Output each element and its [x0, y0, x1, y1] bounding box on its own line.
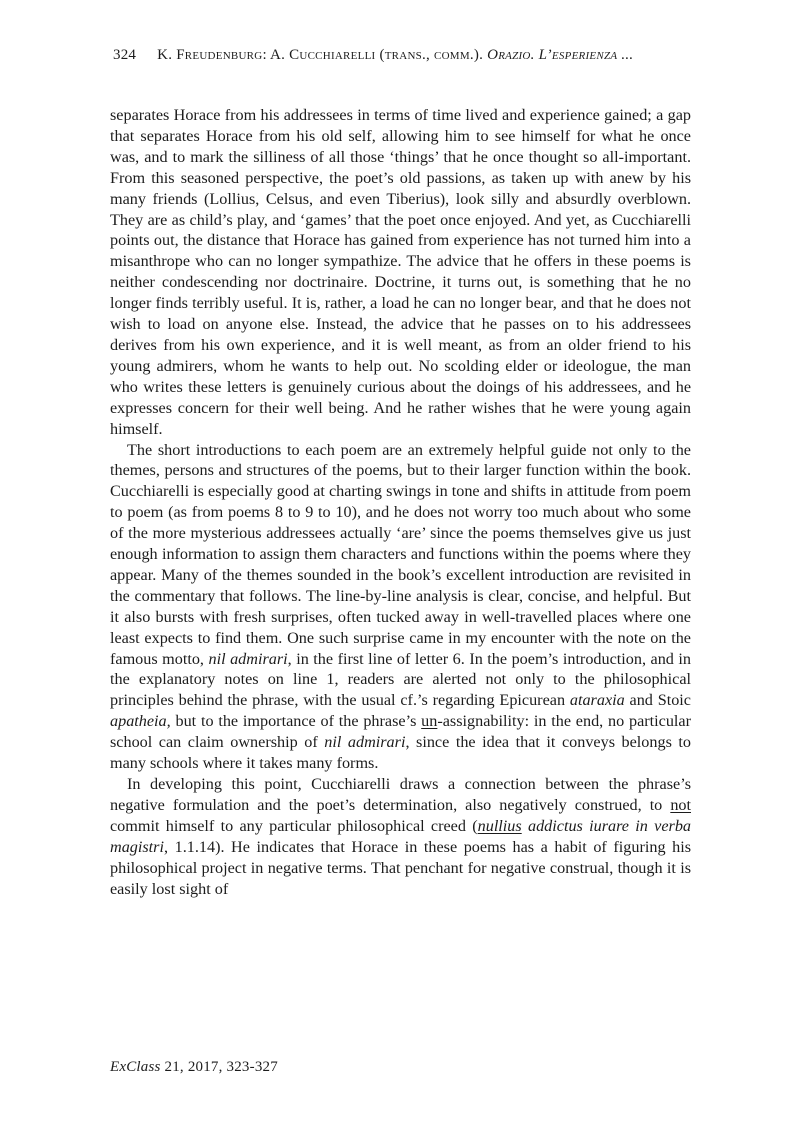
text-run: nil admirari — [324, 733, 406, 752]
text-run: The short introductions to each poem are an extremely helpful guide not only to the themes, persons and structures of the poems, but to their larger function within the book. Cucchiarelli is especially good at charting swings in tone and shifts in attitude from poem to poem (as from poems 8 to 9 to 10), and he does not worry too much about who some of the more mysterious addressees actually ‘are’ since the poems themselves give us just enough information to assign them characters and functions within the poems where they appear. Many of the themes sounded in the book’s excellent introduction are revisited in the commentary that follows. The line-by-line analysis is clear, concise, and helpful. But it also bursts with fresh surprises, often tucked away in well-travelled places where one least expects to find them. One such surprise came in my encounter with the note on the famous motto, — [110, 440, 691, 668]
text-run: ataraxia — [569, 691, 625, 710]
text-run: ExClass — [110, 1059, 161, 1075]
journal-citation — [110, 1059, 278, 1076]
page-header — [113, 47, 695, 64]
text-run: nil admirari — [208, 649, 288, 668]
text-run: -assignability: in the end, no particular school can claim ownership of — [110, 712, 691, 752]
text-run: and Stoic — [624, 691, 691, 710]
text-run: Orazio. L’esperienza ... — [487, 47, 634, 63]
running-head — [157, 47, 633, 64]
text-run: commit himself to any particular philosophical creed ( — [110, 816, 478, 835]
text-run: nullius — [477, 816, 522, 835]
text-run: K. Freudenburg: A. Cucchiarelli (trans., comm.). — [157, 47, 488, 63]
text-run: separates Horace from his addressees in terms of time lived and experience gained; a gap that separates Horace from his old self, allowing him to see himself for what he once was, and to mark the silliness of all those ‘things’ that he once thought so all-important. From this seasoned perspective, the poet’s old passions, as taken up with anew by his many friends (Lollius, Celsus, and even Tiberius), look silly and absurdly overblown. They are as child’s play, and ‘games’ that the poet once enjoyed. And yet, as Cucchiarelli points out, the distance that Horace has gained from experience has not turned him into a misanthrope who can no longer sympathize. The advice that he offers in these poems is neither condescending nor doctrinaire. Doctrine, it turns out, is something that he no longer finds terribly useful. It is, rather, a load he can no longer bear, and that he does not wish to load on anyone else. Instead, the advice that he passes on to his addressees derives from his own experience, and it is well meant, as from an older friend to his young admirers, whom he wants to help out. No scolding elder or ideologue, the man who writes these letters is genuinely curious about the doings of his addressees, and he expresses concern for their well being. And he rather wishes that he were young again himself. — [110, 106, 691, 438]
text-run: In developing this point, Cucchiarelli draws a connection between the phrase’s negative formulation and the poet’s determination, also negatively construed, to — [110, 775, 691, 814]
paragraph — [110, 440, 691, 775]
text-run: apatheia, — [110, 712, 171, 731]
text-run: 21, 2017, 323-327 — [160, 1059, 278, 1075]
text-run: , in the first line of letter 6. In the poem’s introduction, and in the explanatory notes on line 1, readers are alerted not only to the philosophical principles behind the phrase, with the usual cf.’s regarding Epicurean — [110, 649, 691, 710]
text-run: , 1.1.14). He indicates that Horace in these poems has a habit of figuring his philosophical project in negative terms. That penchant for negative construal, though it is easily lost sight of — [110, 837, 691, 898]
paragraph — [110, 774, 691, 899]
text-run: un — [421, 712, 438, 731]
paragraph — [110, 105, 691, 440]
page-number: 324 — [113, 47, 137, 63]
review-body — [110, 105, 691, 899]
text-run: , since the idea that it conveys belongs to many schools where it takes many forms. — [110, 733, 691, 773]
text-run: not — [670, 795, 691, 814]
text-run: but to the importance of the phrase’s — [170, 712, 422, 731]
text-run: addictus iurare in verba magistri — [110, 816, 692, 856]
